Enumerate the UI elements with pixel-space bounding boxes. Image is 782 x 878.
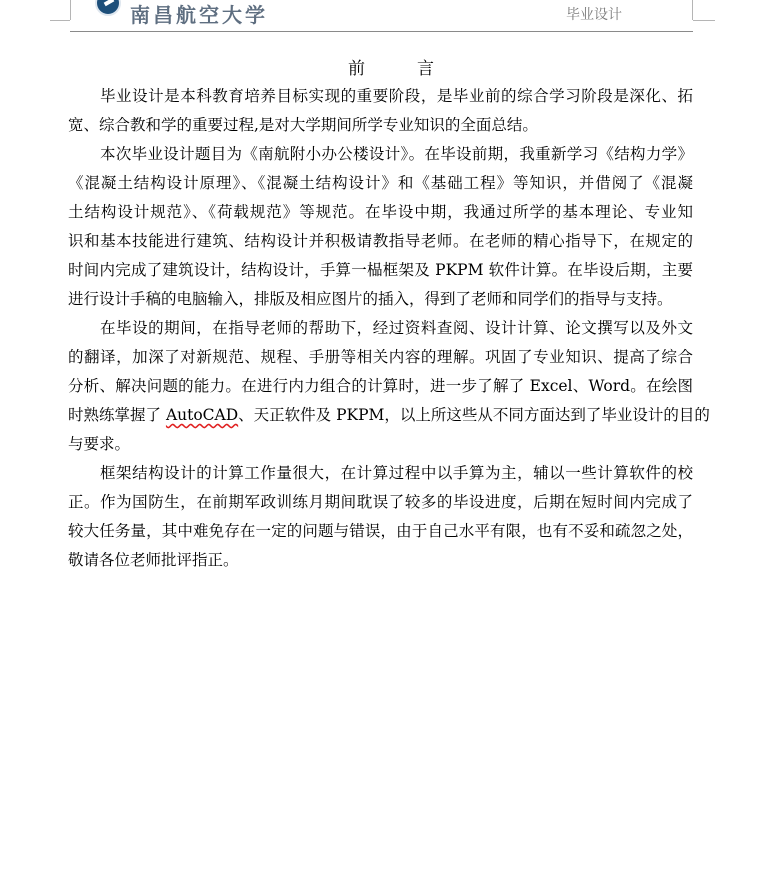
text-line: 毕业设计是本科教育培养目标实现的重要阶段，是毕业前的综合学习阶段是深化、拓 bbox=[100, 87, 693, 105]
text-line: 正。作为国防生，在前期军政训练月期间耽误了较多的毕设进度，后期在短时间内完成了 bbox=[68, 493, 693, 511]
text-line: 土结构设计规范》、《荷载规范》等规范。在毕设中期，我通过所学的基本理论、专业知 bbox=[68, 203, 693, 221]
text-line: 宽、综合教和学的重要过程,是对大学期间所学专业知识的全面总结。 bbox=[68, 116, 538, 134]
paragraph bbox=[68, 140, 693, 314]
text-line: 时间内完成了建筑设计，结构设计，手算一榀框架及 PKPM 软件计算。在毕设后期，主要 bbox=[68, 261, 693, 279]
text-segment: 时熟练掌握了 bbox=[68, 406, 166, 424]
text-line: 分析、解决问题的能力。在进行内力组合的计算时，进一步了解了 Excel、Word。在绘图 bbox=[68, 377, 693, 395]
title-char: 前 bbox=[348, 59, 365, 79]
text-segment: 、天正软件及 PKPM，以上所这些从不同方面达到了毕业设计的目的 bbox=[238, 406, 710, 424]
text-line bbox=[68, 401, 710, 430]
header-rule bbox=[70, 31, 693, 32]
paragraph bbox=[68, 82, 693, 140]
spellcheck-flagged-word: AutoCAD bbox=[165, 406, 239, 424]
text-line: 进行设计手稿的电脑输入，排版及相应图片的插入，得到了老师和同学们的指导与支持。 bbox=[68, 290, 673, 308]
university-logo-icon bbox=[95, 0, 121, 16]
text-line: 的翻译，加深了对新规范、规程、手册等相关内容的理解。巩固了专业知识、提高了综合 bbox=[68, 348, 693, 366]
corner-mark-left-v bbox=[70, 0, 71, 20]
document-body bbox=[68, 82, 710, 575]
text-line: 识和基本技能进行建筑、结构设计并积极请教指导老师。在老师的精心指导下，在规定的 bbox=[68, 232, 693, 250]
text-line: 本次毕业设计题目为《南航附小办公楼设计》。在毕设前期，我重新学习《结构力学》 bbox=[100, 145, 693, 163]
text-line: 敬请各位老师批评指正。 bbox=[68, 551, 239, 569]
page-title bbox=[0, 54, 782, 79]
text-line: 较大任务量，其中难免存在一定的问题与错误，由于自己水平有限，也有不妥和疏忽之处， bbox=[68, 522, 693, 540]
corner-mark-left-h bbox=[50, 20, 70, 21]
text-line: 与要求。 bbox=[68, 435, 131, 453]
paragraph bbox=[68, 314, 710, 459]
title-char: 言 bbox=[417, 59, 434, 79]
header-school-name: 南昌航空大学 bbox=[130, 3, 268, 27]
text-line: 在毕设的期间，在指导老师的帮助下，经过资料查阅、设计计算、论文撰写以及外文 bbox=[100, 319, 693, 337]
text-line: 框架结构设计的计算工作量很大，在计算过程中以手算为主，辅以一些计算软件的校 bbox=[100, 464, 693, 482]
paragraph bbox=[68, 459, 693, 575]
corner-mark-right-h bbox=[693, 20, 715, 21]
text-line: 《混凝土结构设计原理》、《混凝土结构设计》和《基础工程》等知识，并借阅了《混凝 bbox=[68, 174, 693, 192]
corner-mark-right-v bbox=[692, 0, 693, 20]
header-doc-label: 毕业设计 bbox=[566, 7, 622, 23]
